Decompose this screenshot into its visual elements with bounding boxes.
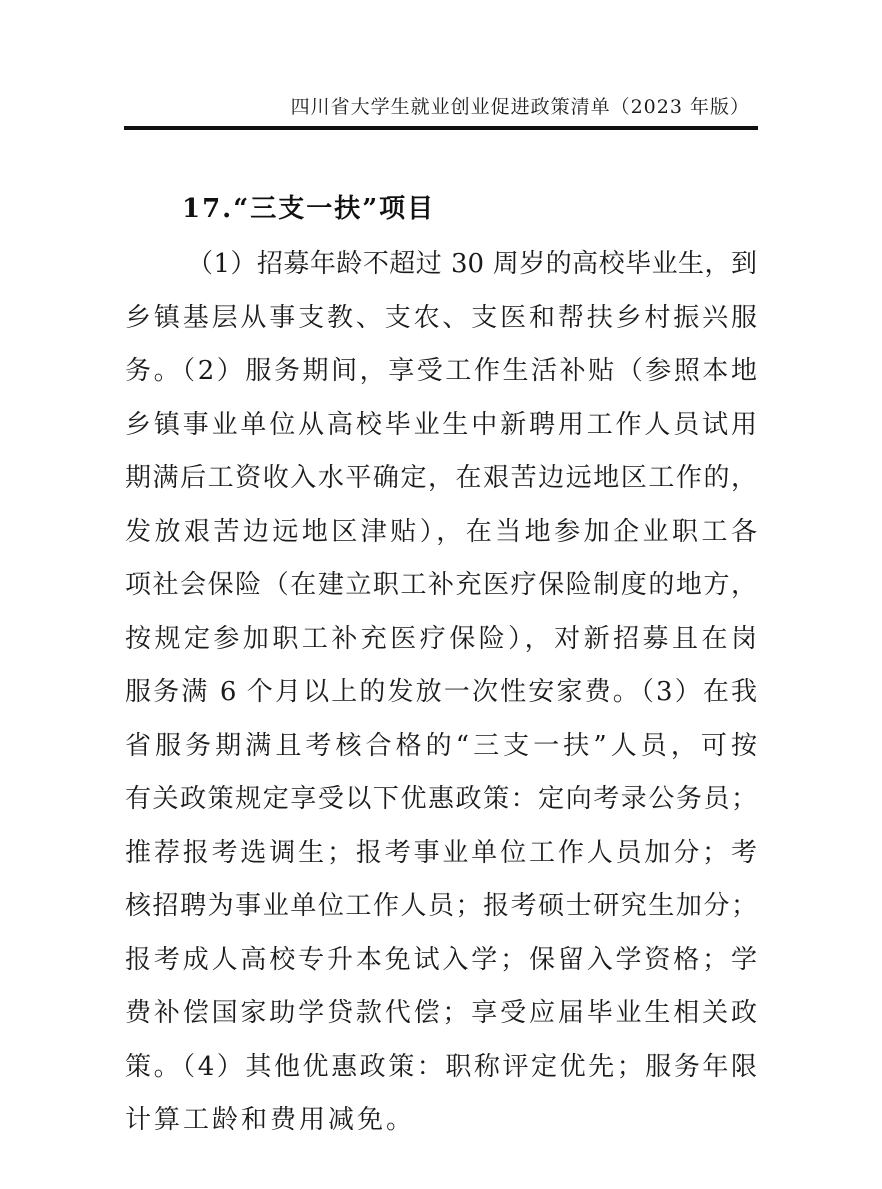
text-line: 项社会保险（在建立职工补充医疗保险制度的地方， [125, 570, 757, 600]
section-heading: 17.“三支一扶”项目 [182, 194, 436, 224]
text-line: 务。（2）服务期间，享受工作生活补贴（参照本地 [125, 356, 757, 386]
text-line: 省服务期满且考核合格的“三支一扶”人员，可按 [125, 730, 757, 761]
header-title: 四川省大学生就业创业促进政策清单（2023 年版） [290, 96, 750, 118]
text-line: 乡镇事业单位从高校毕业生中新聘用工作人员试用 [125, 409, 757, 440]
text-line: 期满后工资收入水平确定，在艰苦边远地区工作的， [125, 463, 757, 493]
text-line: 发放艰苦边远地区津贴），在当地参加企业职工各 [125, 516, 757, 547]
text-line: 费补偿国家助学贷款代偿；享受应届毕业生相关政 [125, 998, 757, 1028]
text-line: （1）招募年龄不超过 30 周岁的高校毕业生，到 [187, 249, 757, 279]
text-line: 有关政策规定享受以下优惠政策：定向考录公务员； [125, 784, 757, 814]
text-line: 乡镇基层从事支教、支农、支医和帮扶乡村振兴服 [125, 302, 757, 333]
text-line: 报考成人高校专升本免试入学；保留入学资格；学 [125, 944, 757, 975]
text-line: 计算工龄和费用减免。 [125, 1105, 416, 1135]
text-line: 按规定参加职工补充医疗保险），对新招募且在岗 [125, 623, 757, 654]
text-line: 推荐报考选调生；报考事业单位工作人员加分；考 [125, 837, 757, 868]
body-paragraph [125, 238, 757, 1148]
running-header [124, 86, 758, 130]
text-line: 策。（4）其他优惠政策：职称评定优先；服务年限 [125, 1051, 757, 1082]
text-line: 核招聘为事业单位工作人员；报考硕士研究生加分； [125, 891, 757, 921]
text-line: 服务满 6 个月以上的发放一次性安家费。（3）在我 [125, 677, 757, 707]
